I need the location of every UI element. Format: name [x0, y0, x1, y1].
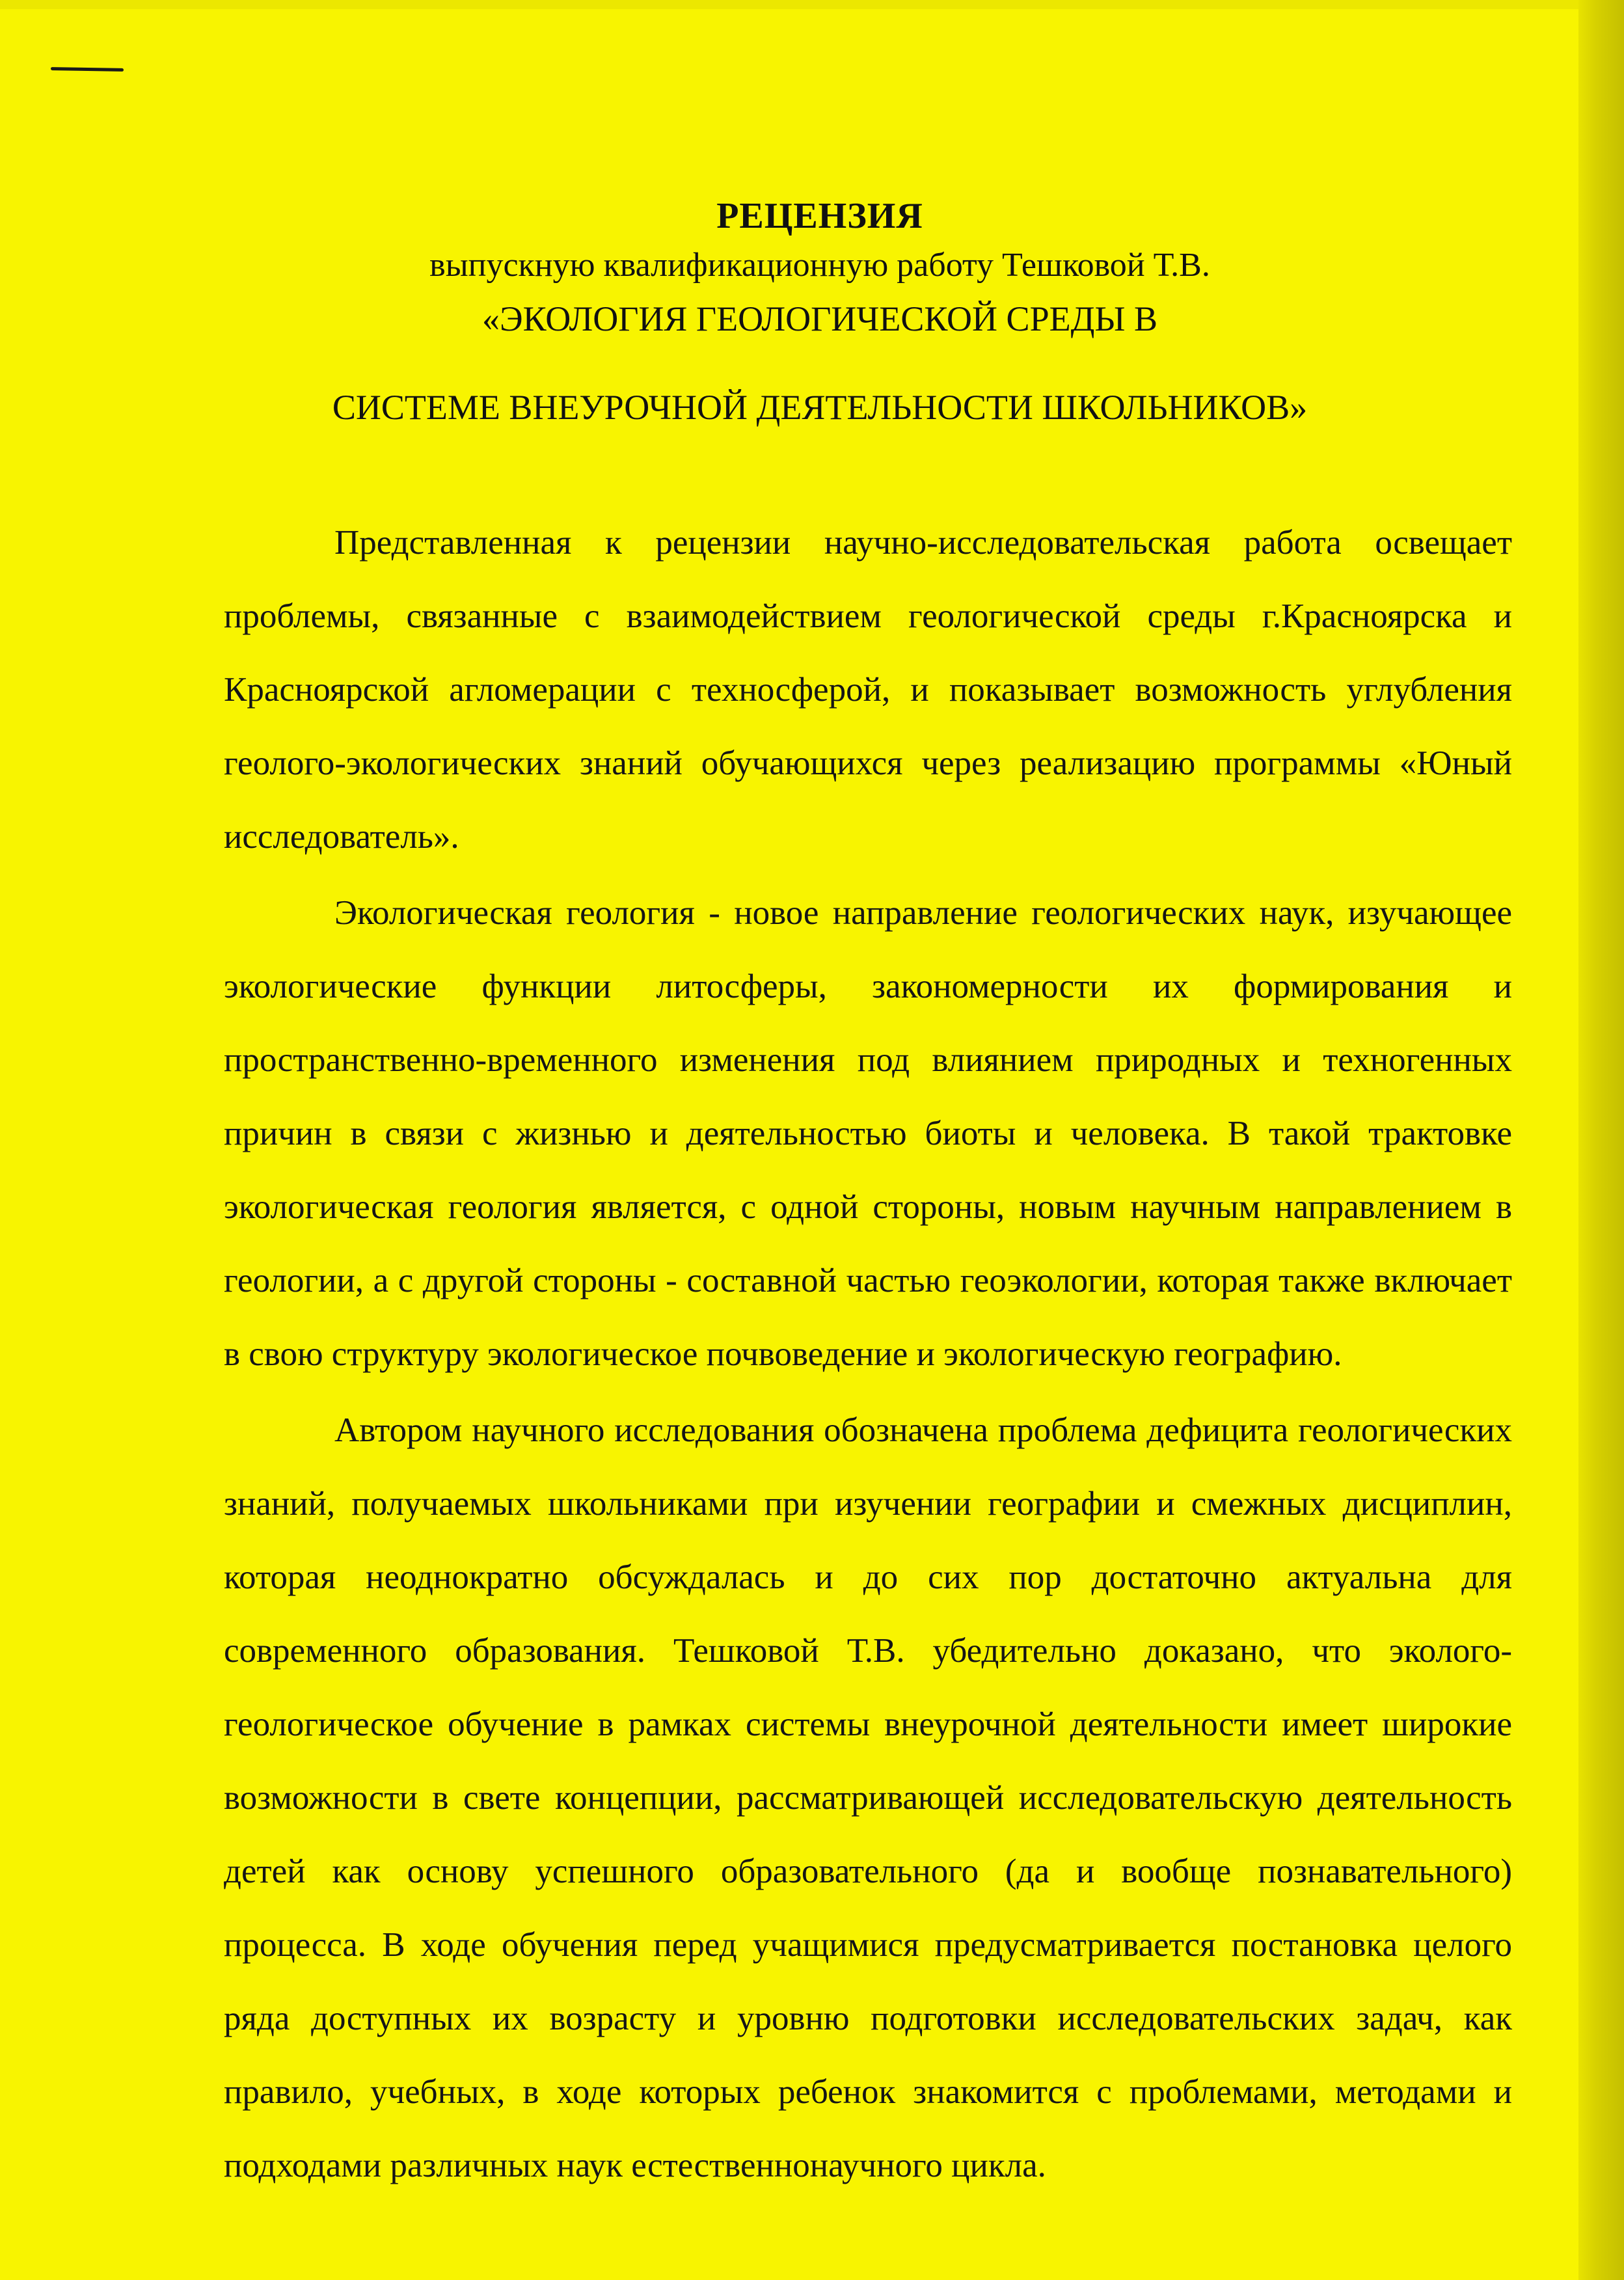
- document-title: РЕЦЕНЗИЯ: [716, 196, 923, 236]
- document-body: [224, 506, 1512, 2203]
- page-top-edge: [0, 0, 1624, 9]
- topic-line-2: СИСТЕМЕ ВНЕУРОЧНОЙ ДЕЯТЕЛЬНОСТИ ШКОЛЬНИКОВ»: [332, 388, 1308, 427]
- pen-mark: [51, 67, 124, 72]
- paragraph-3: Автором научного исследования обозначена проблема дефицита геологических знаний, получаемых школьниками при изучении географии и смежных дисциплин, которая неоднократно обсуждалась и до сих пор достаточно актуальна для современного образования. Тешковой Т.В. убедительно доказано, что эколого-геологическое обучение в рамках системы внеурочной деятельности имеет широкие возможности в свете концепции, рассматривающей исследовательскую деятельность детей как основу успешного образовательного (да и вообще познавательного) процесса. В ходе обучения перед учащимися предусматривается постановка целого ряда доступных их возрасту и уровню подготовки исследовательских задач, как правило, учебных, в ходе которых ребенок знакомится с проблемами, методами и подходами различных наук естественнонаучного цикла.: [224, 1411, 1512, 2184]
- page-right-edge: [1578, 0, 1624, 2280]
- topic-line-1: «ЭКОЛОГИЯ ГЕОЛОГИЧЕСКОЙ СРЕДЫ В: [481, 299, 1158, 338]
- paragraph-2: Экологическая геология - новое направление геологических наук, изучающее экологические функции литосферы, закономерности их формирования и пространственно-временного изменения под влиянием природных и техногенных причин в связи с жизнью и деятельностью биоты и человека. В такой трактовке экологическая геология является, с одной стороны, новым научным направлением в геологии, а с другой стороны - составной частью геоэкологии, которая также включает в свою структуру экологическое почвоведение и экологическую географию.: [224, 894, 1512, 1373]
- document-header: [169, 193, 1470, 431]
- paragraph-1: Представленная к рецензии научно-исследовательская работа освещает проблемы, связанные с взаимодействием геологической среды г.Красноярска и Красноярской агломерации с техносферой, и показывает возможность углубления геолого-экологических знаний обучающихся через реализацию программы «Юный исследователь».: [224, 524, 1512, 856]
- document-subtitle: выпускную квалификационную работу Тешковой Т.В.: [429, 247, 1210, 284]
- document-topic: [169, 295, 1470, 431]
